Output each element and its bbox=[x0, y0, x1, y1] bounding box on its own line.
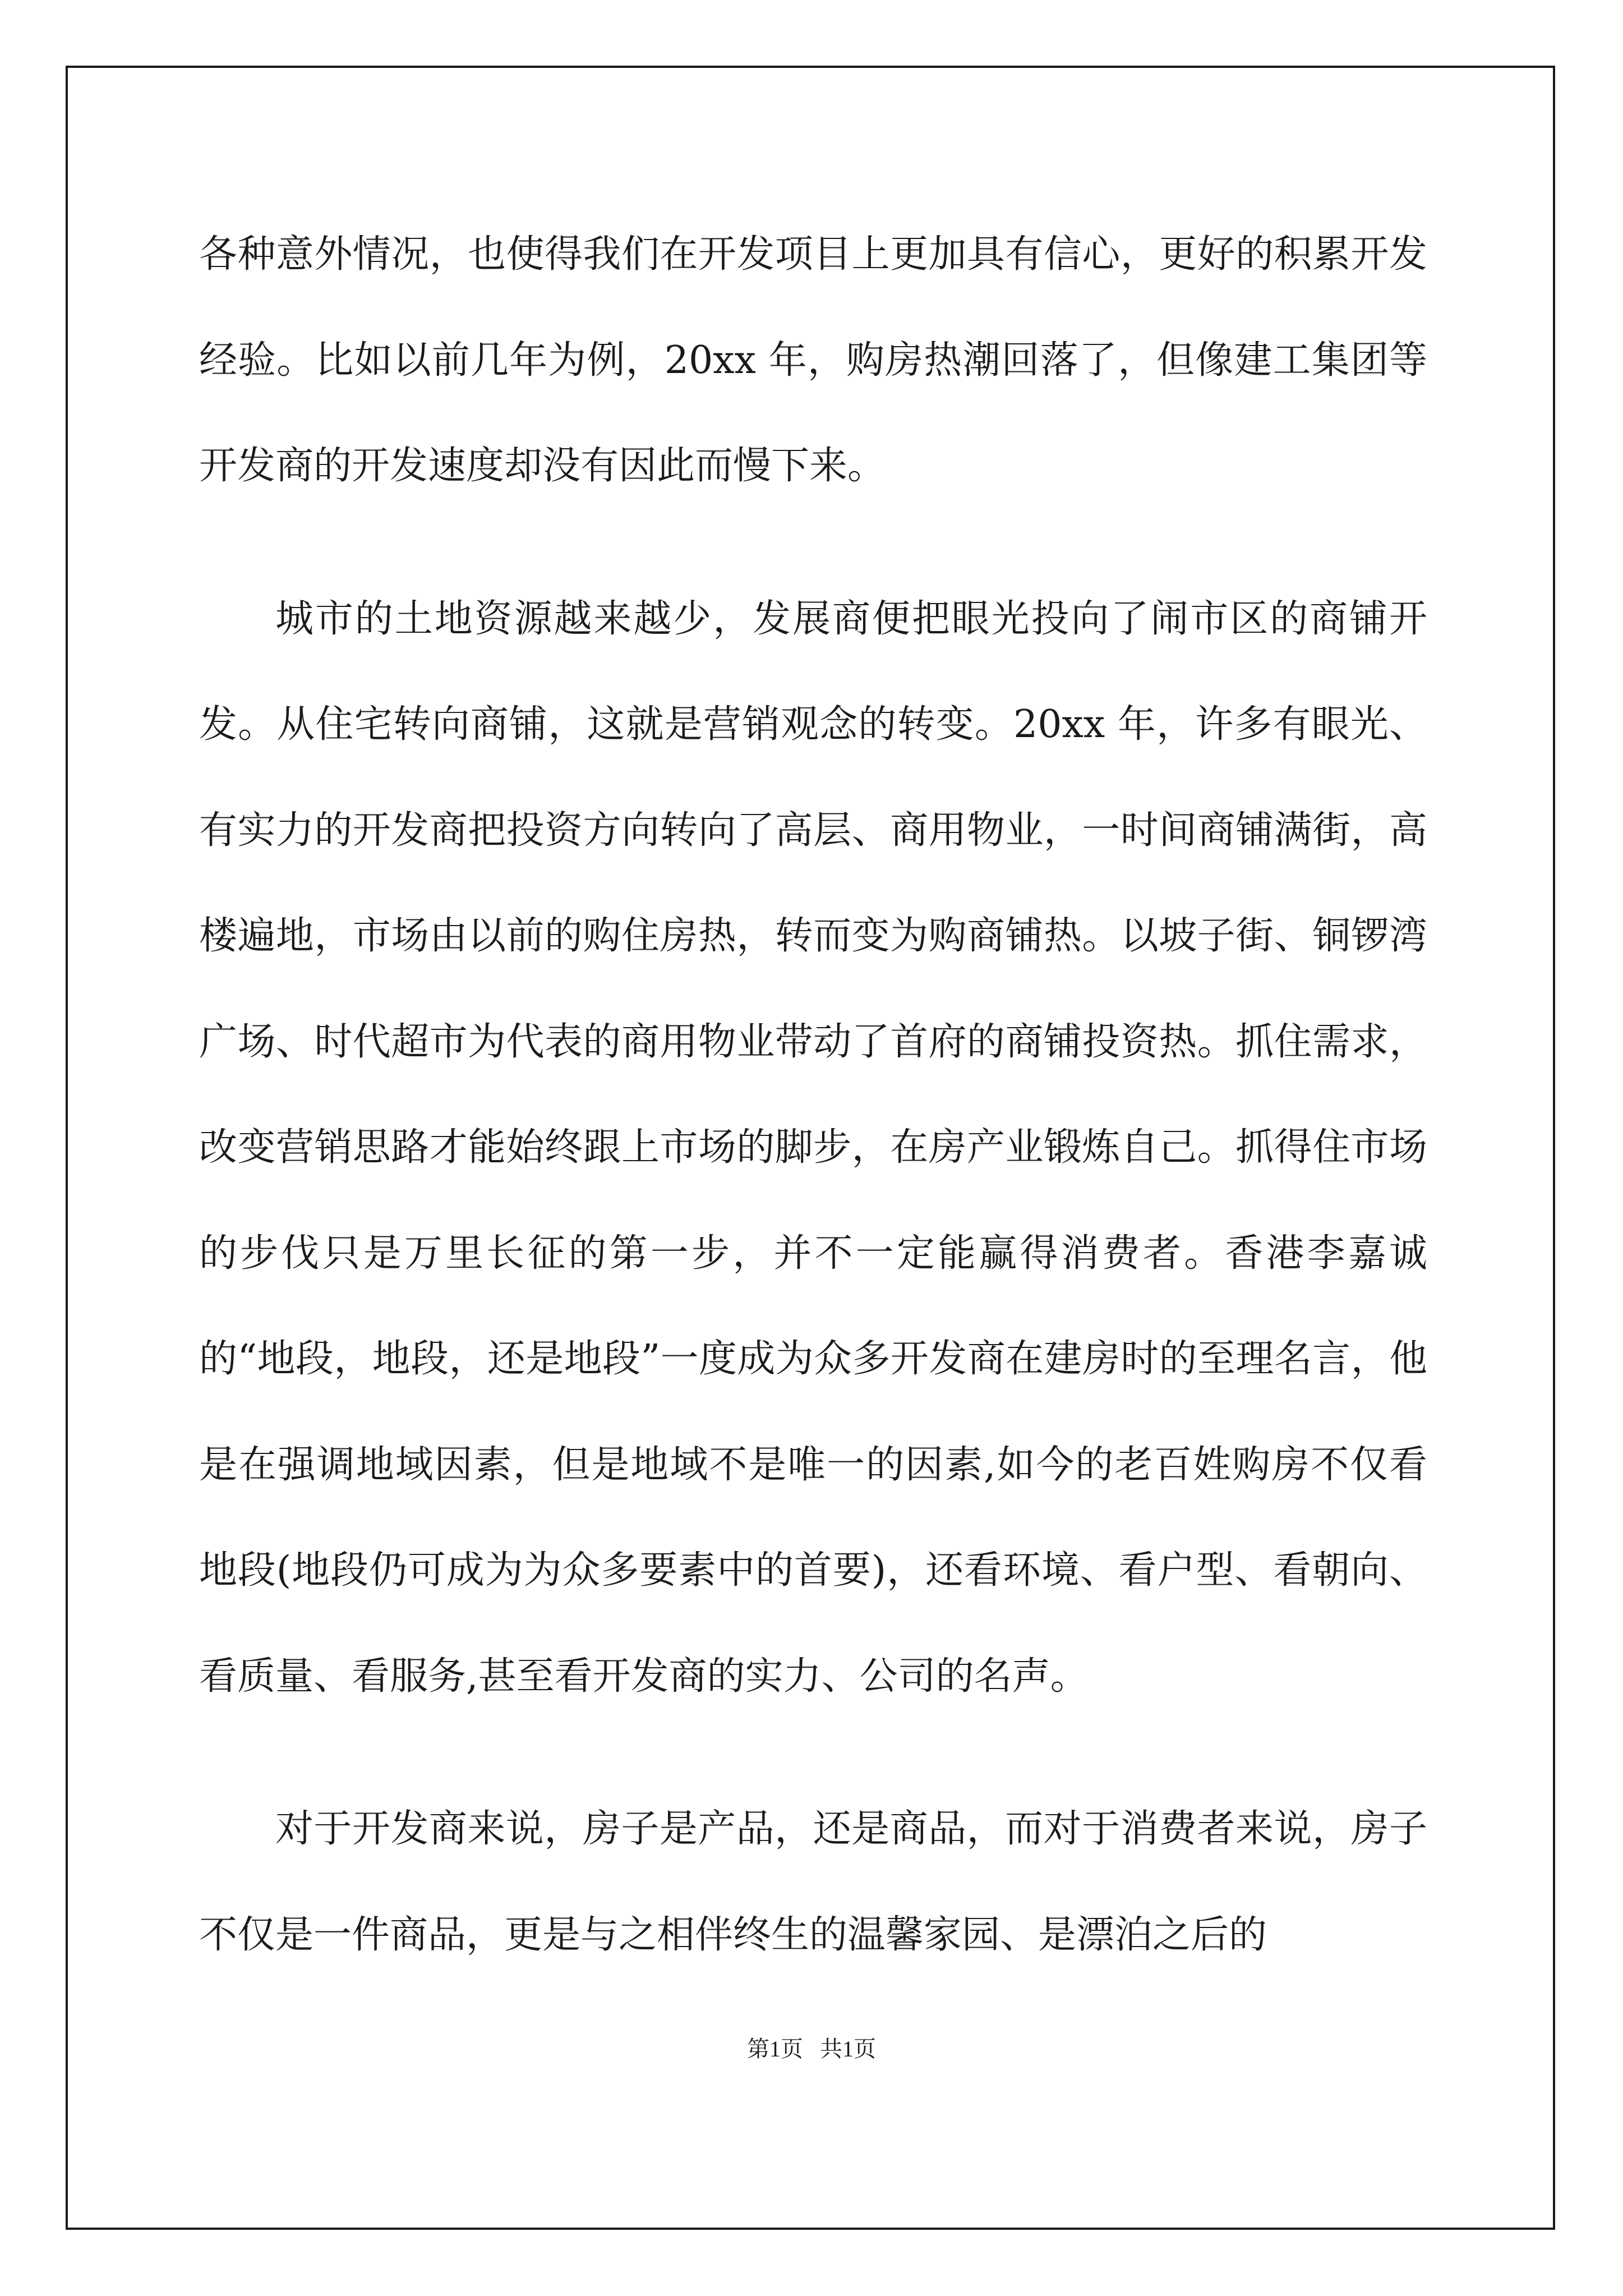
page-number-footer: 第1页 共1页 bbox=[747, 2036, 876, 2062]
paragraph-3: 对于开发商来说，房子是产品，还是商品，而对于消费者来说，房子不仅是一件商品，更是与之相伴终生的温馨家园、是漂泊之后的 bbox=[199, 1807, 1427, 1957]
paragraph-1: 各种意外情况，也使得我们在开发项目上更加具有信心，更好的积累开发经验。比如以前几年为例，20xx 年，购房热潮回落了，但像建工集团等开发商的开发速度却没有因此而慢下来。 bbox=[199, 232, 1427, 488]
document-body bbox=[199, 202, 1427, 1988]
paragraph-2: 城市的土地资源越来越少，发展商便把眼光投向了闹市区的商铺开发。从住宅转向商铺，这就是营销观念的转变。20xx 年，许多有眼光、有实力的开发商把投资方向转向了高层、商用物业，一时间商铺满街，高楼遍地，市场由以前的购住房热，转而变为购商铺热。以坡子街、铜锣湾广场、时代超市为代表的商用物业带动了首府的商铺投资热。抓住需求，改变营销思路才能始终跟上市场的脚步，在房产业锻炼自己。抓得住市场的步伐只是万里长征的第一步，并不一定能赢得消费者。香港李嘉诚的“地段，地段，还是地段”一度成为众多开发商在建房时的至理名言，他是在强调地域因素，但是地域不是唯一的因素,如今的老百姓购房不仅看地段(地段仍可成为为众多要素中的首要)，还看环境、看户型、看朝向、看质量、看服务,甚至看开发商的实力、公司的名声。 bbox=[199, 596, 1427, 1699]
